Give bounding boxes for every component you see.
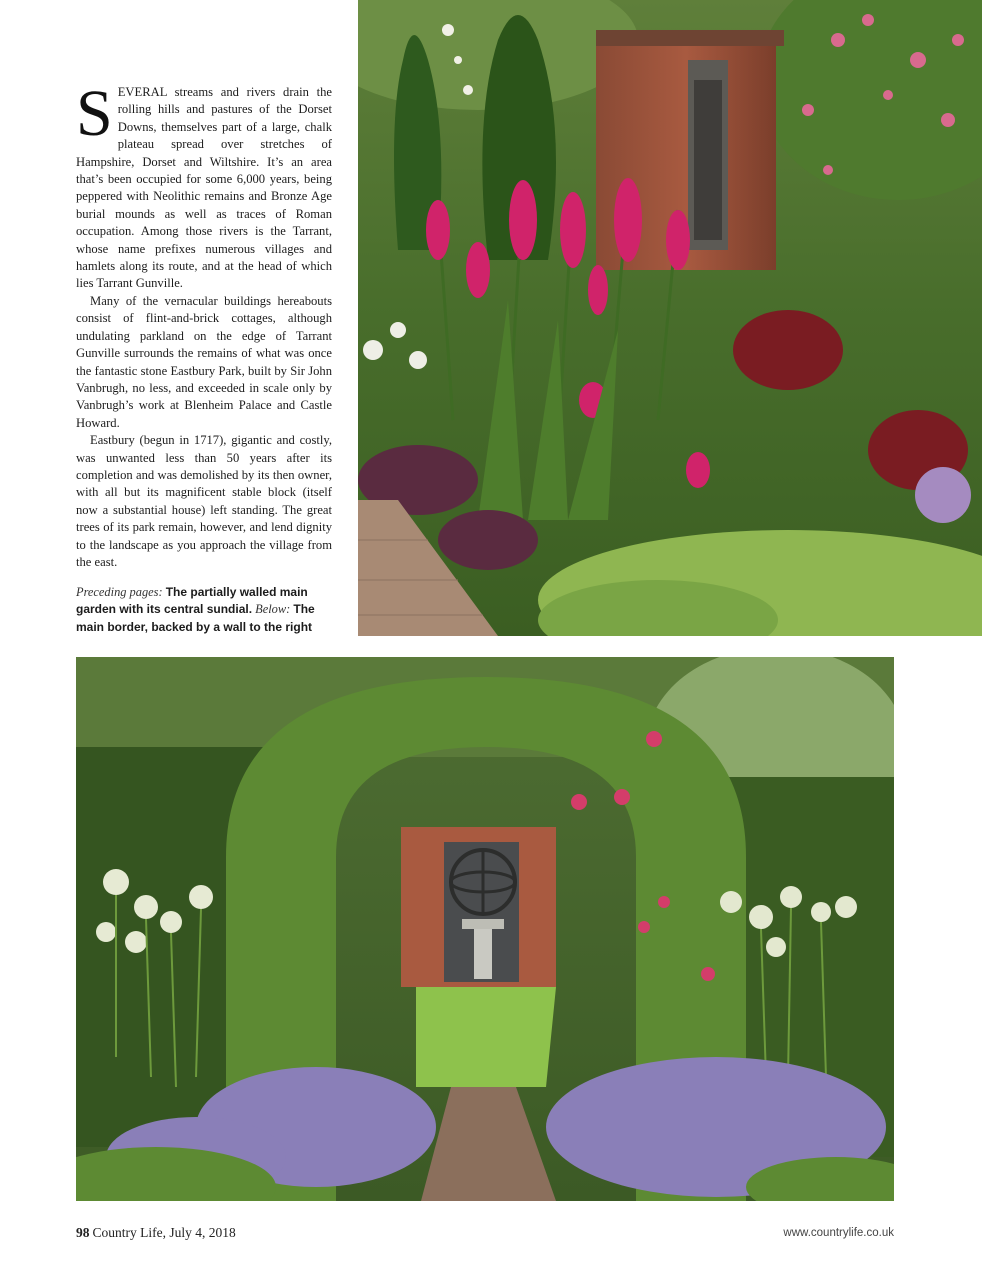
drop-cap: S <box>76 77 113 150</box>
publication-info: Country Life, July 4, 2018 <box>92 1225 236 1240</box>
caption-label-preceding: Preceding pages: <box>76 585 163 599</box>
photo-arch-sundial <box>76 657 894 1201</box>
footer-folio <box>76 1225 236 1241</box>
caption-text-below: The main border, backed by a wall to the right <box>76 602 315 634</box>
article-body <box>76 77 332 571</box>
paragraph-3: Eastbury (begun in 1717), gigantic and costly, was unwanted less than 50 years after its completion and was demolished by its then owner, with all but its magnificent stable block (itself now a substantial house) left standing. The great trees of its park remain, however, and lend dignity to the landscape as you approach the village from the east. <box>76 433 332 569</box>
paragraph-2: Many of the vernacular buildings hereabouts consist of flint-and-brick cottages, although undulating parkland on the edge of Tarrant Gunville surrounds the remains of what was once the fantastic stone Eastbury Park, built by Sir John Vanbrugh, no less, and exceeded in scale only by Vanbrugh’s work at Blenheim Palace and Castle Howard. <box>76 293 332 430</box>
caption-text-preceding: The partially walled main garden with its central sundial. <box>76 585 308 617</box>
paragraph-1 <box>76 77 332 293</box>
photo-caption <box>76 584 332 636</box>
caption-label-below: Below: <box>255 602 291 617</box>
photo-main-border <box>358 0 982 636</box>
paragraph-1-text: EVERAL streams and rivers drain the rolling hills and pastures of the Dorset Downs, themselves part of a large, chalk plateau spread over stretches of Hampshire, Dorset and Wiltshire. It’s an area that’s been occupied for some 6,000 years, being peppered with Neolithic remains and Bronze Age burial mounds as well as traces of Roman occupation. Among those rivers is the Tarrant, whose name prefixes numerous villages and hamlets along its route, and at the head of which lies Tarrant Gunville. <box>76 85 332 291</box>
page-number: 98 <box>76 1225 90 1240</box>
footer-website: www.countrylife.co.uk <box>783 1227 894 1239</box>
